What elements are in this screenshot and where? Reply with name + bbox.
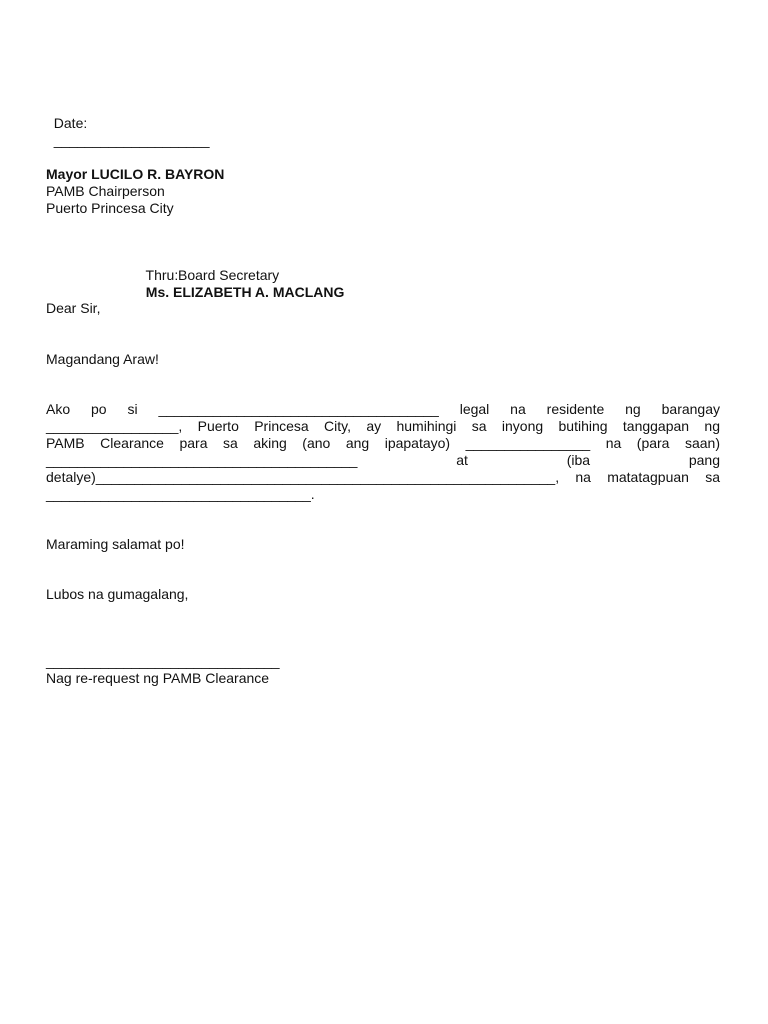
recipient-position: PAMB Chairperson bbox=[46, 183, 165, 199]
body-line: PAMB Clearance para sa aking (ano ang ipapatayo) ________________ na (para saan) bbox=[46, 435, 720, 451]
thanks-line: Maraming salamat po! bbox=[46, 536, 185, 552]
thru-name: Ms. ELIZABETH A. MACLANG bbox=[145, 284, 345, 300]
signature-line: ______________________________ bbox=[46, 653, 280, 669]
signature-caption: Nag re-request ng PAMB Clearance bbox=[46, 670, 270, 686]
date-line bbox=[46, 98, 210, 149]
date-blank: ____________________ bbox=[53, 132, 210, 148]
body-line: __________________________________. bbox=[46, 486, 315, 502]
body-line: detalye)___________________________________________________________, na matatagpuan sa bbox=[46, 469, 720, 485]
body-line: _________________, Puerto Princesa City, ay humihingi sa inyong butihing tanggapan ng bbox=[46, 418, 720, 434]
thru-label: Thru: bbox=[145, 267, 179, 283]
recipient-city: Puerto Princesa City bbox=[46, 200, 174, 216]
body-line: ________________________________________ at (iba pang bbox=[46, 452, 720, 468]
closing-line: Lubos na gumagalang, bbox=[46, 586, 189, 602]
recipient-name: Mayor LUCILO R. BAYRON bbox=[46, 166, 225, 182]
thru-position: Board Secretary bbox=[178, 267, 280, 283]
body-line: Ako po si ____________________________________ legal na residente ng barangay bbox=[46, 401, 720, 417]
salutation: Dear Sir, bbox=[46, 300, 101, 316]
greeting: Magandang Araw! bbox=[46, 351, 159, 367]
date-label: Date: bbox=[53, 115, 88, 131]
